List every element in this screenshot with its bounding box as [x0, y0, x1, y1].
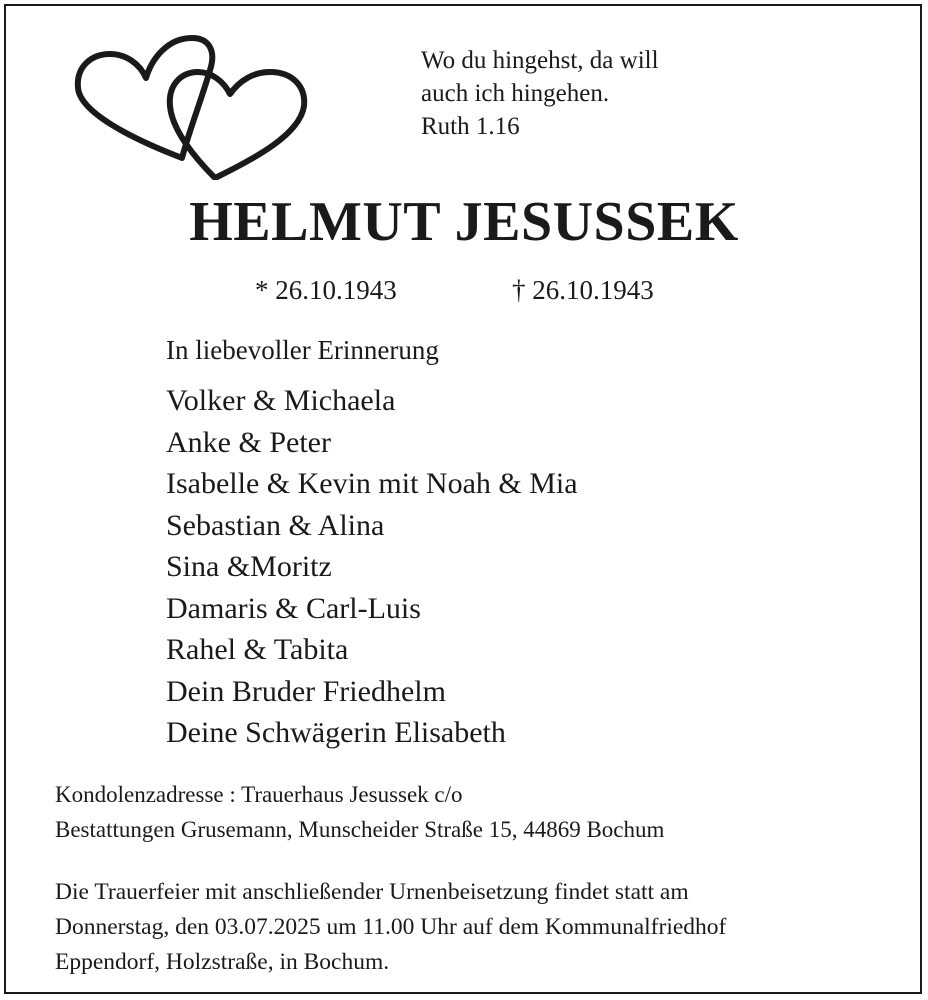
family-member: Damaris & Carl-Luis	[166, 591, 421, 625]
death-date: † 26.10.1943	[512, 275, 654, 305]
ceremony-line: Die Trauerfeier mit anschließender Urnenbeisetzung findet statt am	[55, 879, 689, 905]
birth-date: * 26.10.1943	[255, 275, 397, 305]
family-member: Dein Bruder Friedhelm	[166, 674, 446, 708]
bible-quote	[421, 44, 659, 143]
family-list	[166, 380, 578, 754]
quote-reference: Ruth 1.16	[421, 113, 520, 140]
family-member: Isabelle & Kevin mit Noah & Mia	[166, 467, 578, 500]
condolence-address	[55, 777, 664, 847]
family-member: Sebastian & Alina	[166, 508, 385, 542]
family-member: Sina &Moritz	[166, 550, 332, 583]
quote-line: auch ich hingehen.	[421, 80, 610, 107]
family-member: Volker & Michaela	[166, 384, 396, 417]
ceremony-info	[55, 875, 726, 980]
two-hearts-icon	[70, 30, 320, 180]
memory-line: In liebevoller Erinnerung	[166, 335, 439, 365]
family-member: Anke & Peter	[166, 425, 331, 459]
deceased-name: HELMUT JESUSSEK	[189, 191, 739, 253]
family-member: Deine Schwägerin Elisabeth	[166, 716, 506, 749]
family-member: Rahel & Tabita	[166, 633, 349, 666]
condolence-line: Kondolenzadresse : Trauerhaus Jesussek c/o	[55, 782, 463, 807]
ceremony-line: Eppendorf, Holzstraße, in Bochum.	[55, 949, 390, 975]
quote-line: Wo du hingehst, da will	[421, 47, 659, 74]
condolence-line: Bestattungen Grusemann, Munscheider Straße 15, 44869 Bochum	[55, 817, 665, 842]
ceremony-line: Donnerstag, den 03.07.2025 um 11.00 Uhr auf dem Kommunalfriedhof	[55, 914, 727, 940]
